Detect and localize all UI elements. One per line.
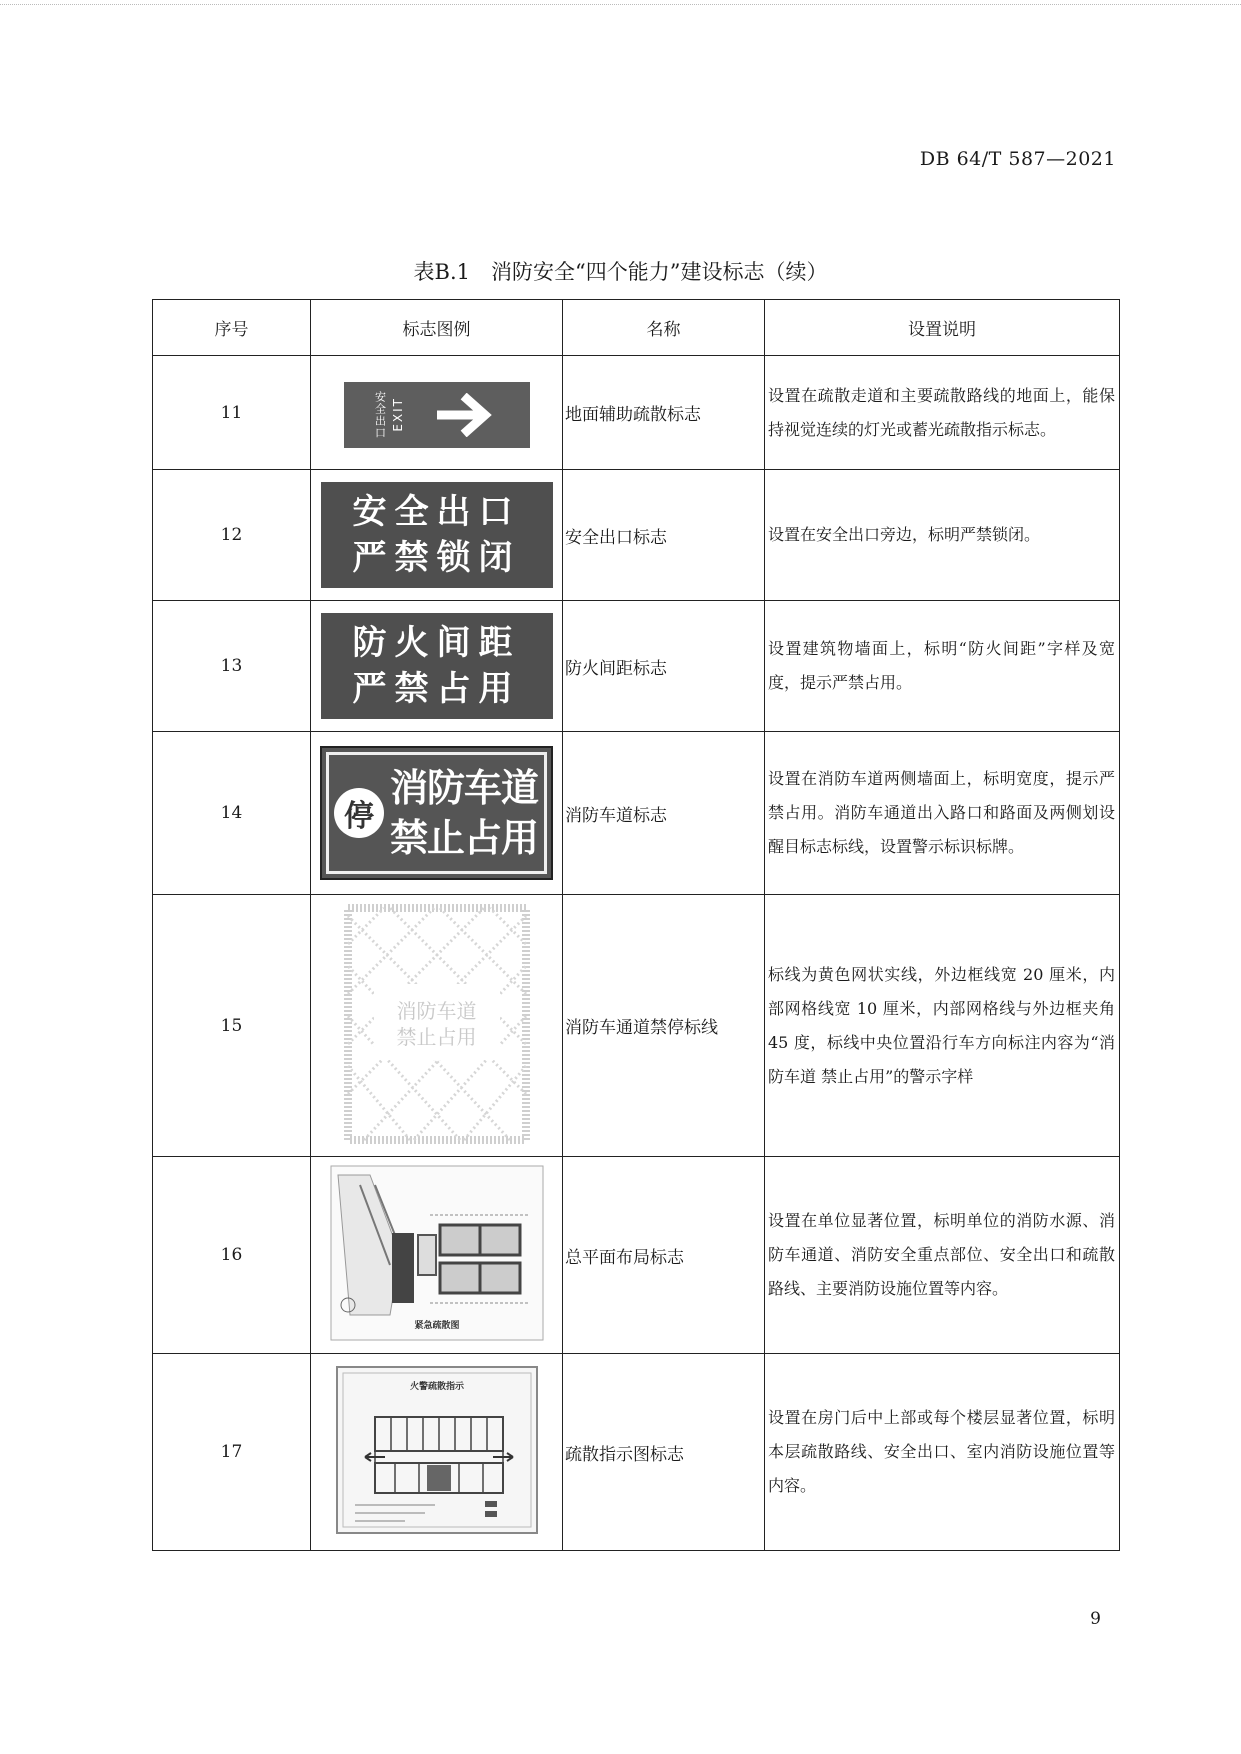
fire-lane-sign-text (390, 763, 538, 863)
table-title: 表B.1 消防安全“四个能力”建设标志（续） (413, 260, 828, 284)
sign-cell (311, 895, 563, 1157)
fire-separation-sign-image (321, 613, 553, 719)
column-header-number: 序号 (153, 300, 311, 356)
sign-description: 设置建筑物墙面上，标明“防火间距”字样及宽度，提示严禁占用。 (765, 601, 1120, 732)
row-number: 14 (153, 732, 311, 895)
signs-table (152, 299, 1120, 1551)
sign-description: 设置在房门后中上部或每个楼层显著位置，标明本层疏散路线、安全出口、室内消防设施位置等内容。 (765, 1354, 1120, 1551)
row-number: 16 (153, 1157, 311, 1354)
row-number: 15 (153, 895, 311, 1157)
no-parking-icon (334, 788, 384, 838)
sign-cell (311, 1354, 563, 1551)
fire-lane-sign-image (320, 746, 553, 880)
grid-marking-text (344, 904, 530, 1144)
table-row (153, 470, 1120, 601)
arrow-right-icon (437, 393, 497, 437)
table-row (153, 601, 1120, 732)
sign-cell (311, 470, 563, 601)
sign-line-1: 消防车道 (390, 766, 539, 810)
top-dotted-rule (0, 4, 1241, 5)
column-header-name: 名称 (563, 300, 765, 356)
sign-cell (311, 732, 563, 895)
sign-line-1: 安全出口 (352, 492, 521, 532)
row-number: 13 (153, 601, 311, 732)
sign-description: 设置在单位显著位置，标明单位的消防水源、消防车通道、消防安全重点部位、安全出口和疏散路线、主要消防设施位置等内容。 (765, 1157, 1120, 1354)
sign-line-2: 禁止占用 (396, 1024, 477, 1049)
sign-line-2: 严禁锁闭 (352, 538, 521, 578)
sign-line-1: 消防车道 (396, 998, 477, 1023)
sign-name: 疏散指示图标志 (563, 1354, 765, 1551)
column-header-description: 设置说明 (765, 300, 1120, 356)
table-row (153, 1157, 1120, 1354)
table-header-row (153, 300, 1120, 356)
sign-line-2: 严禁占用 (352, 669, 521, 709)
sign-description: 设置在安全出口旁边，标明严禁锁闭。 (765, 470, 1120, 601)
sign-name: 防火间距标志 (563, 601, 765, 732)
table-row (153, 895, 1120, 1157)
table-row (153, 1354, 1120, 1551)
no-parking-grid-marking-image (344, 904, 530, 1144)
sign-name: 总平面布局标志 (563, 1157, 765, 1354)
sign-description: 设置在疏散走道和主要疏散路线的地面上，能保持视觉连续的灯光或蓄光疏散指示标志。 (765, 356, 1120, 470)
sign-description: 标线为黄色网状实线，外边框线宽 20 厘米，内部网格线宽 10 厘米，内部网格线与外边框夹角 45 度，标线中央位置沿行车方向标注内容为“消防车道 禁止占用”的警示字样 (765, 895, 1120, 1157)
sign-line-1: 防火间距 (352, 623, 521, 663)
site-plan-image (330, 1165, 544, 1341)
evacuation-map-image (335, 1365, 539, 1535)
exit-no-lock-sign-image (321, 482, 553, 588)
column-header-sign: 标志图例 (311, 300, 563, 356)
page-number: 9 (1090, 1609, 1101, 1629)
sign-description: 设置在消防车道两侧墙面上，标明宽度，提示严禁占用。消防车通道出入路口和路面及两侧划设醒目标志标线，设置警示标识标牌。 (765, 732, 1120, 895)
table-row (153, 732, 1120, 895)
no-parking-icon-char: 停 (344, 799, 374, 834)
sign-name: 地面辅助疏散标志 (563, 356, 765, 470)
table-row (153, 356, 1120, 470)
exit-sign-text-cn: 安全出口 (373, 390, 387, 439)
sign-cell (311, 1157, 563, 1354)
exit-sign-text-en: EXIT (390, 397, 405, 432)
sign-line-2: 禁止占用 (390, 816, 539, 860)
evacuation-map-caption: 火警疏散指示 (409, 1382, 464, 1392)
row-number: 17 (153, 1354, 311, 1551)
sign-cell (311, 356, 563, 470)
row-number: 12 (153, 470, 311, 601)
sign-cell (311, 601, 563, 732)
row-number: 11 (153, 356, 311, 470)
site-plan-caption: 紧急疏散图 (413, 1321, 460, 1331)
document-code: DB 64/T 587—2021 (919, 148, 1116, 170)
sign-name: 安全出口标志 (563, 470, 765, 601)
floor-exit-sign-image (344, 382, 530, 448)
sign-name: 消防车道标志 (563, 732, 765, 895)
sign-name: 消防车通道禁停标线 (563, 895, 765, 1157)
